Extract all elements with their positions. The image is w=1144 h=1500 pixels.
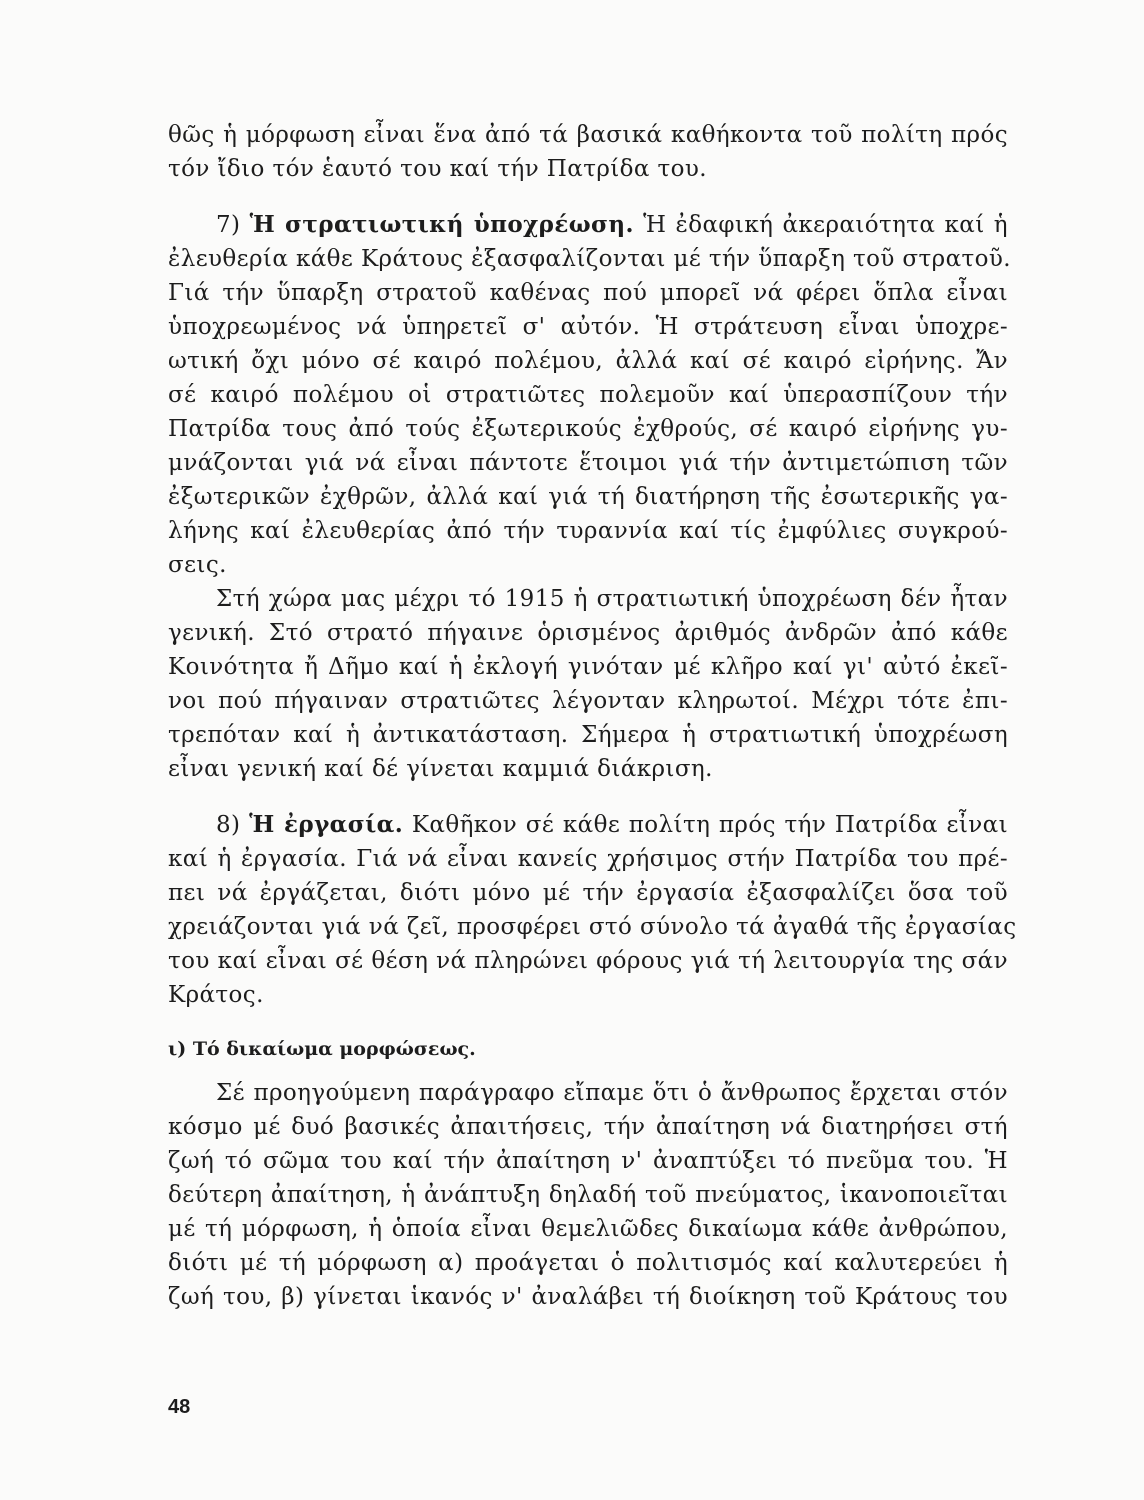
text-line: καί ἡ ἐργασία. Γιά νά εἶναι κανείς χρήσιμος στήν Πατρίδα του πρέ- xyxy=(168,846,1008,872)
text-line: Γιά τήν ὕπαρξη στρατοῦ καθένας πού μπορεῖ νά φέρει ὅπλα εἶναι xyxy=(168,280,1008,306)
text-line: ζωή τό σῶμα του καί τήν ἀπαίτηση ν' ἀναπτύξει τό πνεῦμα του. Ἡ xyxy=(168,1148,1008,1174)
section-military-obligation xyxy=(168,208,1011,786)
section-first-text: Ἡ ἐδαφική ἀκεραιότητα καί ἡ xyxy=(643,212,1008,238)
section-title: Ἡ στρατιωτική ὑποχρέωση. xyxy=(249,211,634,238)
text-line: σέ καιρό πολέμου οἱ στρατιῶτες πολεμοῦν καί ὑπερασπίζουν τήν xyxy=(168,382,1008,408)
text-line: θῶς ἡ μόρφωση εἶναι ἕνα ἀπό τά βασικά καθήκοντα τοῦ πολίτη πρός xyxy=(168,122,1008,148)
text-line: Πατρίδα τους ἀπό τούς ἐξωτερικούς ἐχθρούς, σέ καιρό εἰρήνης γυ- xyxy=(168,416,1008,442)
text-line: Κράτος. xyxy=(168,982,264,1008)
paragraph-continuation xyxy=(168,118,1008,186)
text-line: μνάζονται γιά νά εἶναι πάντοτε ἕτοιμοι γιά τήν ἀντιμετώπιση τῶν xyxy=(168,450,1008,476)
text-line: τόν ἴδιο τόν ἑαυτό του καί τήν Πατρίδα του. xyxy=(168,156,708,182)
text-line: δεύτερη ἀπαίτηση, ἡ ἀνάπτυξη δηλαδή τοῦ πνεύματος, ἱκανοποιεῖται xyxy=(168,1182,1008,1208)
paragraph-right-to-education xyxy=(168,1076,1008,1314)
text-line: μέ τή μόρφωση, ἡ ὁποία εἶναι θεμελιῶδες δικαίωμα κάθε ἀνθρώπου, xyxy=(168,1216,1008,1242)
text-line: πει νά ἐργάζεται, διότι μόνο μέ τήν ἐργασία ἐξασφαλίζει ὅσα τοῦ xyxy=(168,880,1008,906)
text-line: σεις. xyxy=(168,552,227,578)
text-line: ζωή του, β) γίνεται ἱκανός ν' ἀναλάβει τή διοίκηση τοῦ Κράτους του xyxy=(168,1284,1008,1310)
text-line: τρεπόταν καί ἡ ἀντικατάσταση. Σήμερα ἡ στρατιωτική ὑποχρέωση xyxy=(168,722,1008,748)
text-line: ἐλευθερία κάθε Κράτους ἐξασφαλίζονται μέ τήν ὕπαρξη τοῦ στρατοῦ. xyxy=(168,246,1011,272)
text-line: κόσμο μέ δυό βασικές ἀπαιτήσεις, τήν ἀπαίτηση νά διατηρήσει στή xyxy=(168,1114,1008,1140)
text-line: Κοινότητα ἤ Δῆμο καί ἡ ἐκλογή γινόταν μέ κλῆρο καί γι' αὐτό ἐκεῖ- xyxy=(168,654,1008,680)
section-number: 7) xyxy=(216,212,241,238)
text-line: ωτική ὄχι μόνο σέ καιρό πολέμου, ἀλλά καί σέ καιρό εἰρήνης. Ἄν xyxy=(168,348,1008,374)
text-line: νοι πού πήγαιναν στρατιῶτες λέγονταν κληρωτοί. Μέχρι τότε ἐπι- xyxy=(168,688,1008,714)
text-line: Σέ προηγούμενη παράγραφο εἴπαμε ὅτι ὁ ἄνθρωπος ἔρχεται στόν xyxy=(216,1080,1008,1106)
subsection-heading xyxy=(168,1032,1008,1066)
section-heading-line xyxy=(168,808,1008,842)
text-line: λήνης καί ἐλευθερίας ἀπό τήν τυραννία καί τίς ἐμφύλιες συγκρού- xyxy=(168,518,1008,544)
page-number: 48 xyxy=(168,1396,191,1418)
text-line: ὑποχρεωμένος νά ὑπηρετεῖ σ' αὐτόν. Ἡ στράτευση εἶναι ὑποχρε- xyxy=(168,314,1008,340)
subsection-number: ι) xyxy=(168,1038,187,1060)
text-line: εἶναι γενική καί δέ γίνεται καμμιά διάκριση. xyxy=(168,756,713,782)
text-line: του καί εἶναι σέ θέση νά πληρώνει φόρους γιά τή λειτουργία της σάν xyxy=(168,948,1008,974)
subsection-title: Τό δικαίωμα μορφώσεως. xyxy=(192,1038,476,1060)
section-first-text: Καθῆκον σέ κάθε πολίτη πρός τήν Πατρίδα εἶναι xyxy=(411,812,1008,838)
text-line: γενική. Στό στρατό πήγαινε ὁρισμένος ἀριθμός ἀνδρῶν ἀπό κάθε xyxy=(168,620,1008,646)
page-body xyxy=(168,118,1017,1314)
text-line: Στή χώρα μας μέχρι τό 1915 ἡ στρατιωτική ὑποχρέωση δέν ἦταν xyxy=(216,586,1008,612)
section-heading-line xyxy=(168,208,1008,242)
section-title: Ἡ ἐργασία. xyxy=(249,811,404,838)
text-line: ἐξωτερικῶν ἐχθρῶν, ἀλλά καί γιά τή διατήρηση τῆς ἐσωτερικῆς γα- xyxy=(168,484,1008,510)
text-line: χρειάζονται γιά νά ζεῖ, προσφέρει στό σύνολο τά ἀγαθά τῆς ἐργασίας xyxy=(168,914,1017,940)
text-line: διότι μέ τή μόρφωση α) προάγεται ὁ πολιτισμός καί καλυτερεύει ἡ xyxy=(168,1250,1008,1276)
section-number: 8) xyxy=(216,812,241,838)
section-work xyxy=(168,808,1017,1012)
